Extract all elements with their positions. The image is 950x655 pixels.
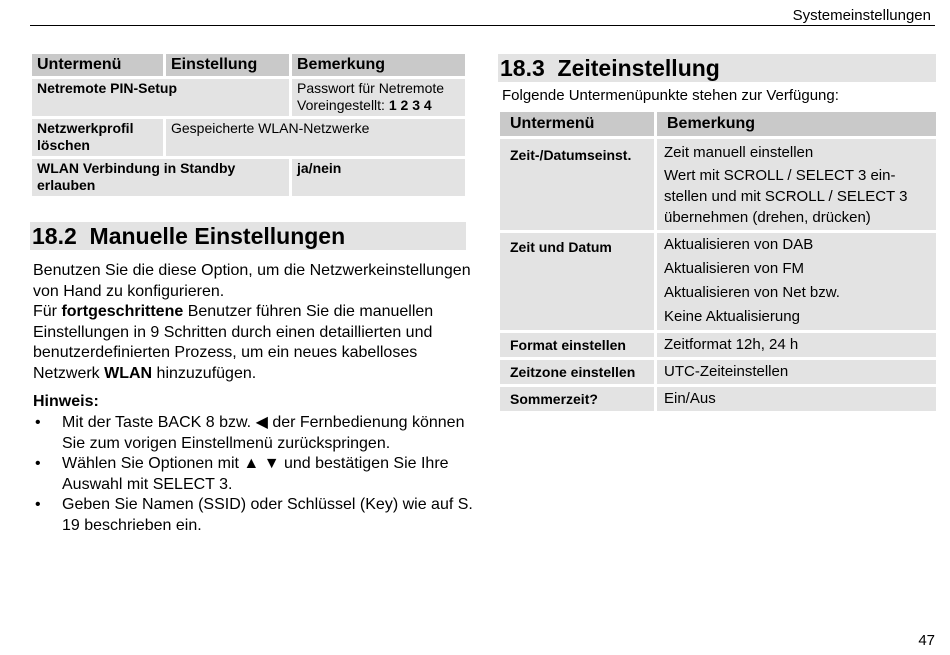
submenu-cell: Format einstellen — [500, 333, 657, 360]
section-heading-18-3 — [498, 54, 936, 82]
submenu-cell: Zeitzone einstellen — [500, 360, 657, 387]
remark-line: Aktualisieren von FM — [664, 260, 805, 277]
bullet-icon: • — [35, 455, 41, 472]
column-header: Bemerkung — [657, 112, 936, 139]
table-row — [500, 387, 936, 414]
table-row — [500, 360, 936, 387]
text-run: Für — [33, 303, 62, 320]
setting-cell: ja/nein — [292, 159, 465, 199]
setting-cell: Gespeicherte WLAN-Netzwerke — [166, 119, 465, 159]
submenu-cell: Zeit und Datum — [500, 233, 657, 333]
network-settings-table — [32, 54, 465, 199]
column-header: Untermenü — [500, 112, 657, 139]
paragraph — [33, 302, 473, 384]
bullet-icon: • — [35, 496, 41, 513]
column-header: Untermenü — [32, 54, 166, 79]
section-heading-18-2 — [30, 222, 466, 250]
emphasis: fortgeschrittene — [61, 303, 184, 320]
submenu-cell: WLAN Verbindung in Standby erlauben — [32, 159, 292, 199]
remark-cell — [657, 139, 936, 233]
table-row — [32, 159, 465, 199]
list-item — [33, 495, 473, 536]
remark-line: Wert mit SCROLL / SELECT 3 ein- — [664, 167, 896, 184]
emphasis: WLAN — [104, 364, 153, 382]
page-header — [30, 5, 935, 26]
page-number: 47 — [918, 632, 935, 649]
table-header-row — [500, 112, 936, 139]
section-18-3-intro: Folgende Untermenüpunkte stehen zur Verfügung: — [502, 87, 839, 104]
remark-line: Passwort für Netremote — [297, 80, 445, 96]
column-header: Bemerkung — [292, 54, 465, 79]
section-number: 18.3 — [500, 55, 545, 81]
text-run: hinzuzufügen. — [152, 364, 257, 382]
bullet-icon: • — [35, 414, 41, 431]
column-header: Einstellung — [166, 54, 292, 79]
table-row — [500, 333, 936, 360]
remark-line: Zeit manuell einstellen — [664, 144, 814, 161]
table-row — [500, 139, 936, 233]
remark-line: übernehmen (drehen, drücken) — [664, 209, 871, 226]
section-number: 18.2 — [32, 223, 77, 249]
remark-prefix: Voreingestellt: — [297, 97, 389, 113]
remark-line: Aktualisieren von Net bzw. — [664, 284, 840, 301]
submenu-cell: Sommerzeit? — [500, 387, 657, 414]
time-settings-table — [500, 112, 936, 414]
section-18-2-body — [33, 261, 473, 384]
hint-text: Mit der Taste BACK 8 bzw. ◀ der Fernbedienung können Sie zum vorigen Einstellmenü zurückspringen. — [62, 414, 465, 452]
remark-cell: Zeitformat 12h, 24 h — [657, 333, 936, 360]
submenu-cell: Zeit-/Datumseinst. — [500, 139, 657, 233]
paragraph: Benutzen Sie die diese Option, um die Netzwerkeinstellungen von Hand zu konfigurieren. — [33, 262, 471, 300]
table-row — [32, 119, 465, 159]
remark-cell: Ein/Aus — [657, 387, 936, 414]
text-run: Benutzer führen Sie die manuellen Einstellungen in 9 Schritten durch einen detaillierten und benutzerdefinierten Prozess, um ein neues kabelloses Netzwerk — [33, 303, 434, 382]
remark-cell — [292, 79, 465, 119]
submenu-cell: Netremote PIN-Setup — [32, 79, 292, 119]
default-pin-value: 1 2 3 4 — [388, 97, 432, 113]
hint-list — [33, 413, 473, 536]
table-header-row — [32, 54, 465, 79]
remark-cell: UTC-Zeiteinstellen — [657, 360, 936, 387]
header-section-name: Systemeinstellungen — [792, 7, 931, 24]
hint-title: Hinweis: — [33, 393, 99, 410]
table-row — [500, 233, 936, 333]
hint-text: Wählen Sie Optionen mit ▲ ▼ und bestätigen Sie Ihre Auswahl mit SELECT 3. — [62, 455, 449, 493]
remark-line: stellen und mit SCROLL / SELECT 3 — [664, 188, 908, 205]
hint-text: Geben Sie Namen (SSID) oder Schlüssel (Key) wie auf S. 19 beschrieben ein. — [62, 496, 473, 534]
section-title: Zeiteinstellung — [557, 55, 720, 81]
remark-line: Keine Aktualisierung — [664, 308, 800, 325]
remark-cell — [657, 233, 936, 333]
list-item — [33, 413, 473, 454]
list-item — [33, 454, 473, 495]
remark-line: Aktualisieren von DAB — [664, 236, 814, 253]
submenu-cell: Netzwerkprofil löschen — [32, 119, 166, 159]
section-title: Manuelle Einstellungen — [89, 223, 346, 249]
table-row — [32, 79, 465, 119]
